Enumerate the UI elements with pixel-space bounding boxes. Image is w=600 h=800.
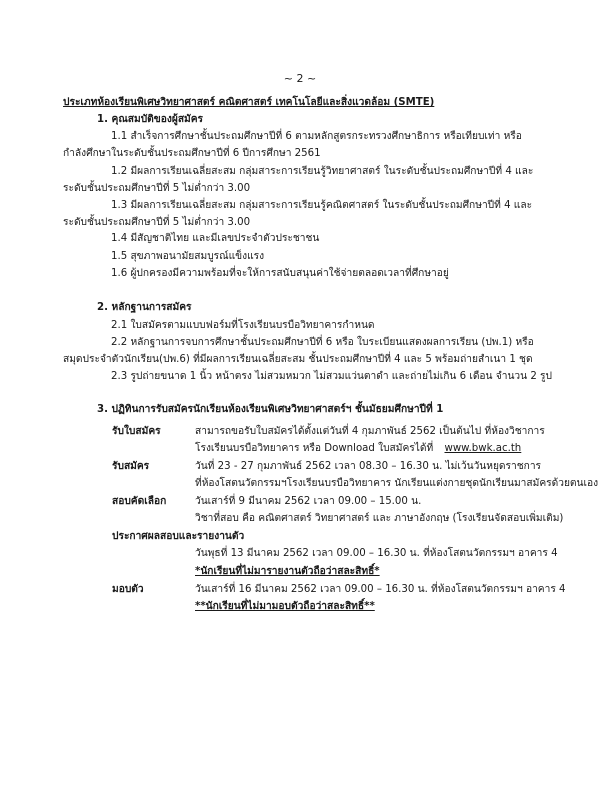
program-title: ประเภทห้องเรียนพิเศษวิทยาศาสตร์ คณิตศาสตร์ เทคโนโลยีและสิ่งแวดล้อม (SMTE) <box>63 97 435 108</box>
schedule-form-label: รับใบสมัคร <box>112 426 161 437</box>
qualification-line: 1.6 ผู้ปกครองมีความพร้อมที่จะให้การสนับสนุนค่าใช้จ่ายตลอดเวลาที่ศึกษาอยู่ <box>111 268 449 279</box>
schedule-exam-line: วิชาที่สอบ คือ คณิตศาสตร์ วิทยาศาสตร์ และ ภาษาอังกฤษ (โรงเรียนจัดสอบเพิ่มเติม) <box>195 513 564 524</box>
schedule-report-note: **นักเรียนที่ไม่มามอบตัวถือว่าสละสิทธิ์** <box>195 601 375 612</box>
qualification-line: ระดับชั้นประถมศึกษาปีที่ 5 ไม่ต่ำกว่า 3.00 <box>63 183 251 194</box>
page-number: ~ 2 ~ <box>283 72 317 85</box>
schedule-form-line <box>195 443 521 456</box>
schedule-apply-line: ที่ห้องโสตนวัตกรรมฯโรงเรียนบรบือวิทยาคาร นักเรียนแต่งกายชุดนักเรียนมาสมัครด้วยตนเอง <box>195 478 599 489</box>
schedule-report-label: มอบตัว <box>112 584 144 595</box>
schedule-apply-label: รับสมัคร <box>112 461 150 472</box>
qualifications-heading: 1. คุณสมบัติของผู้สมัคร <box>97 114 204 125</box>
evidence-line: สมุดประจำตัวนักเรียน(ปพ.6) ที่มีผลการเรียนเฉลี่ยสะสม ชั้นประถมศึกษาปีที่ 4 และ 5 พร้อมถ่ายสำเนา 1 ชุด <box>63 354 533 365</box>
qualification-line: 1.4 มีสัญชาติไทย และมีเลขประจำตัวประชาชน <box>111 233 320 244</box>
qualification-line: ระดับชั้นประถมศึกษาปีที่ 5 ไม่ต่ำกว่า 3.00 <box>63 217 251 228</box>
evidence-line: 2.2 หลักฐานการจบการศึกษาชั้นประถมศึกษาปีที่ 6 หรือ ใบระเบียนแสดงผลการเรียน (ปพ.1) หรือ <box>111 337 534 348</box>
website-link[interactable]: www.bwk.ac.th <box>444 443 522 454</box>
schedule-report-line: วันเสาร์ที่ 16 มีนาคม 2562 เวลา 09.00 – 16.30 น. ที่ห้องโสตนวัตกรรมฯ อาคาร 4 <box>195 584 566 595</box>
schedule-heading: 3. ปฏิทินการรับสมัครนักเรียนห้องเรียนพิเศษวิทยาศาสตร์ฯ ชั้นมัธยมศึกษาปีที่ 1 <box>97 404 444 415</box>
schedule-apply-line: วันที่ 23 - 27 กุมภาพันธ์ 2562 เวลา 08.30 – 16.30 น. ไม่เว้นวันหยุดราชการ <box>195 461 542 472</box>
schedule-result-note: *นักเรียนที่ไม่มารายงานตัวถือว่าสละสิทธิ์* <box>195 566 380 577</box>
evidence-heading: 2. หลักฐานการสมัคร <box>97 302 192 313</box>
qualification-line: 1.5 สุขภาพอนามัยสมบูรณ์แข็งแรง <box>111 251 265 262</box>
schedule-form-line-prefix: โรงเรียนบรบือวิทยาคาร หรือ Download ใบสมัครได้ที่ <box>195 443 434 454</box>
schedule-exam-label: สอบคัดเลือก <box>112 496 167 507</box>
qualification-line: กำลังศึกษาในระดับชั้นประถมศึกษาปีที่ 6 ปีการศึกษา 2561 <box>63 148 321 159</box>
qualification-line: 1.1 สำเร็จการศึกษาชั้นประถมศึกษาปีที่ 6 ตามหลักสูตรกระทรวงศึกษาธิการ หรือเทียบเท่า หรือ <box>111 131 522 142</box>
qualification-line: 1.3 มีผลการเรียนเฉลี่ยสะสม กลุ่มสาระการเรียนรู้คณิตศาสตร์ ในระดับชั้นประถมศึกษาปีที่ 4 และ <box>111 200 533 211</box>
evidence-line: 2.1 ใบสมัครตามแบบฟอร์มที่โรงเรียนบรบือวิทยาคารกำหนด <box>111 320 375 331</box>
schedule-result-line: วันพุธที่ 13 มีนาคม 2562 เวลา 09.00 – 16.30 น. ที่ห้องโสตนวัตกรรมฯ อาคาร 4 <box>195 548 558 559</box>
schedule-result-label: ประกาศผลสอบและรายงานตัว <box>112 531 245 542</box>
schedule-form-line: สามารถขอรับใบสมัครได้ตั้งแต่วันที่ 4 กุมภาพันธ์ 2562 เป็นต้นไป ที่ห้องวิชาการ <box>195 426 545 437</box>
evidence-line: 2.3 รูปถ่ายขนาด 1 นิ้ว หน้าตรง ไม่สวมหมวก ไม่สวมแว่นตาดำ และถ่ายไม่เกิน 6 เดือน จำนวน 2 รูป <box>111 371 552 382</box>
schedule-exam-line: วันเสาร์ที่ 9 มีนาคม 2562 เวลา 09.00 – 15.00 น. <box>195 496 422 507</box>
qualification-line: 1.2 มีผลการเรียนเฉลี่ยสะสม กลุ่มสาระการเรียนรู้วิทยาศาสตร์ ในระดับชั้นประถมศึกษาปีที่ 4 และ <box>111 166 534 177</box>
